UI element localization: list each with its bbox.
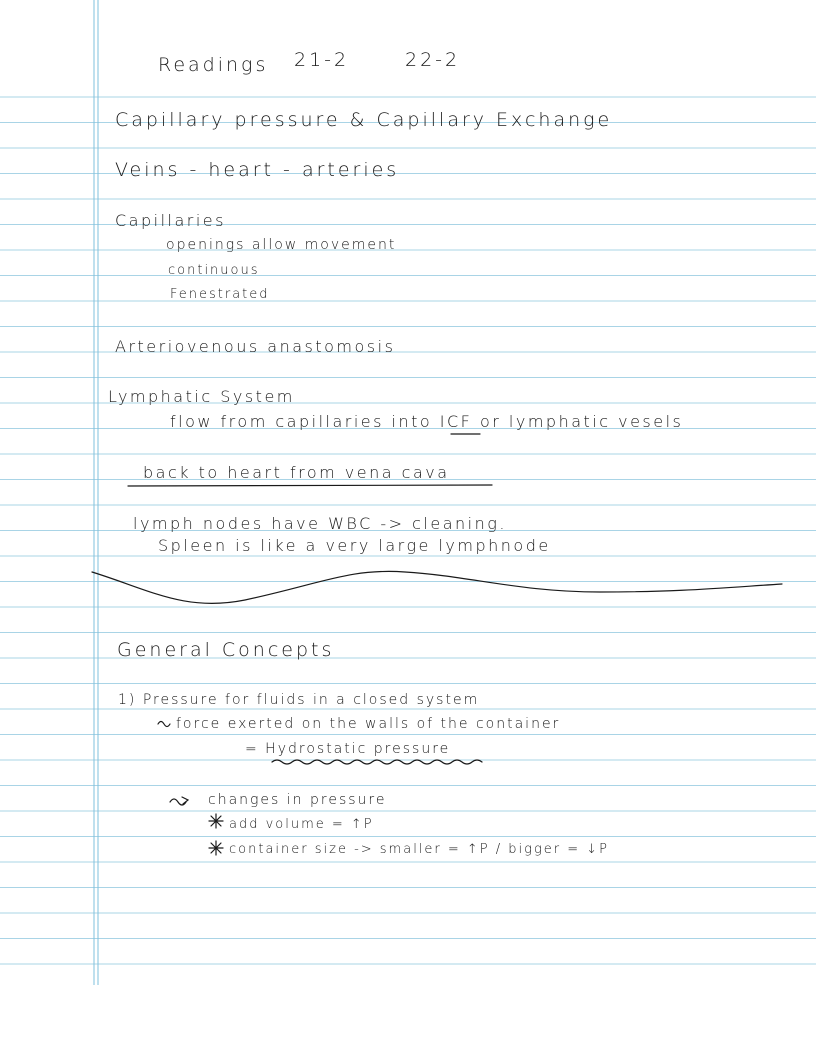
capillaries-item-openings: openings allow movement bbox=[166, 237, 397, 253]
spleen-note: Spleen is like a very large lymphnode bbox=[158, 536, 551, 555]
lymphatic-detail: flow from capillaries into ICF or lymphatic vesels bbox=[170, 412, 684, 431]
capillaries-item-fenestrated: Fenestrated bbox=[170, 287, 270, 302]
reading-chapter-2: 22-2 bbox=[405, 49, 461, 71]
circulation-flow: Veins - heart - arteries bbox=[115, 159, 400, 181]
arteriovenous-anastomosis: Arteriovenous anastomosis bbox=[115, 337, 396, 356]
changes-heading: changes in pressure bbox=[208, 792, 387, 808]
hydrostatic-pressure-term: = Hydrostatic pressure bbox=[245, 741, 451, 757]
readings-label: Readings bbox=[158, 54, 269, 76]
lymphatic-heading: Lymphatic System bbox=[108, 387, 295, 406]
reading-chapter-1: 21-2 bbox=[294, 49, 350, 71]
section2-title: General Concepts bbox=[117, 639, 335, 661]
changes-bullet-container: container size -> smaller = ↑P / bigger = ↓P bbox=[229, 842, 609, 857]
section1-title: Capillary pressure & Capillary Exchange bbox=[115, 109, 613, 131]
point1-heading: 1) Pressure for fluids in a closed system bbox=[118, 692, 480, 708]
capillaries-item-continuous: continuous bbox=[168, 263, 260, 278]
capillaries-heading: Capillaries bbox=[115, 211, 226, 230]
return-path: back to heart from vena cava bbox=[143, 463, 450, 482]
lymph-node-note: lymph nodes have WBC -> cleaning. bbox=[133, 514, 507, 533]
point1-definition: force exerted on the walls of the container bbox=[176, 716, 561, 732]
changes-bullet-volume: add volume = ↑P bbox=[229, 817, 374, 832]
